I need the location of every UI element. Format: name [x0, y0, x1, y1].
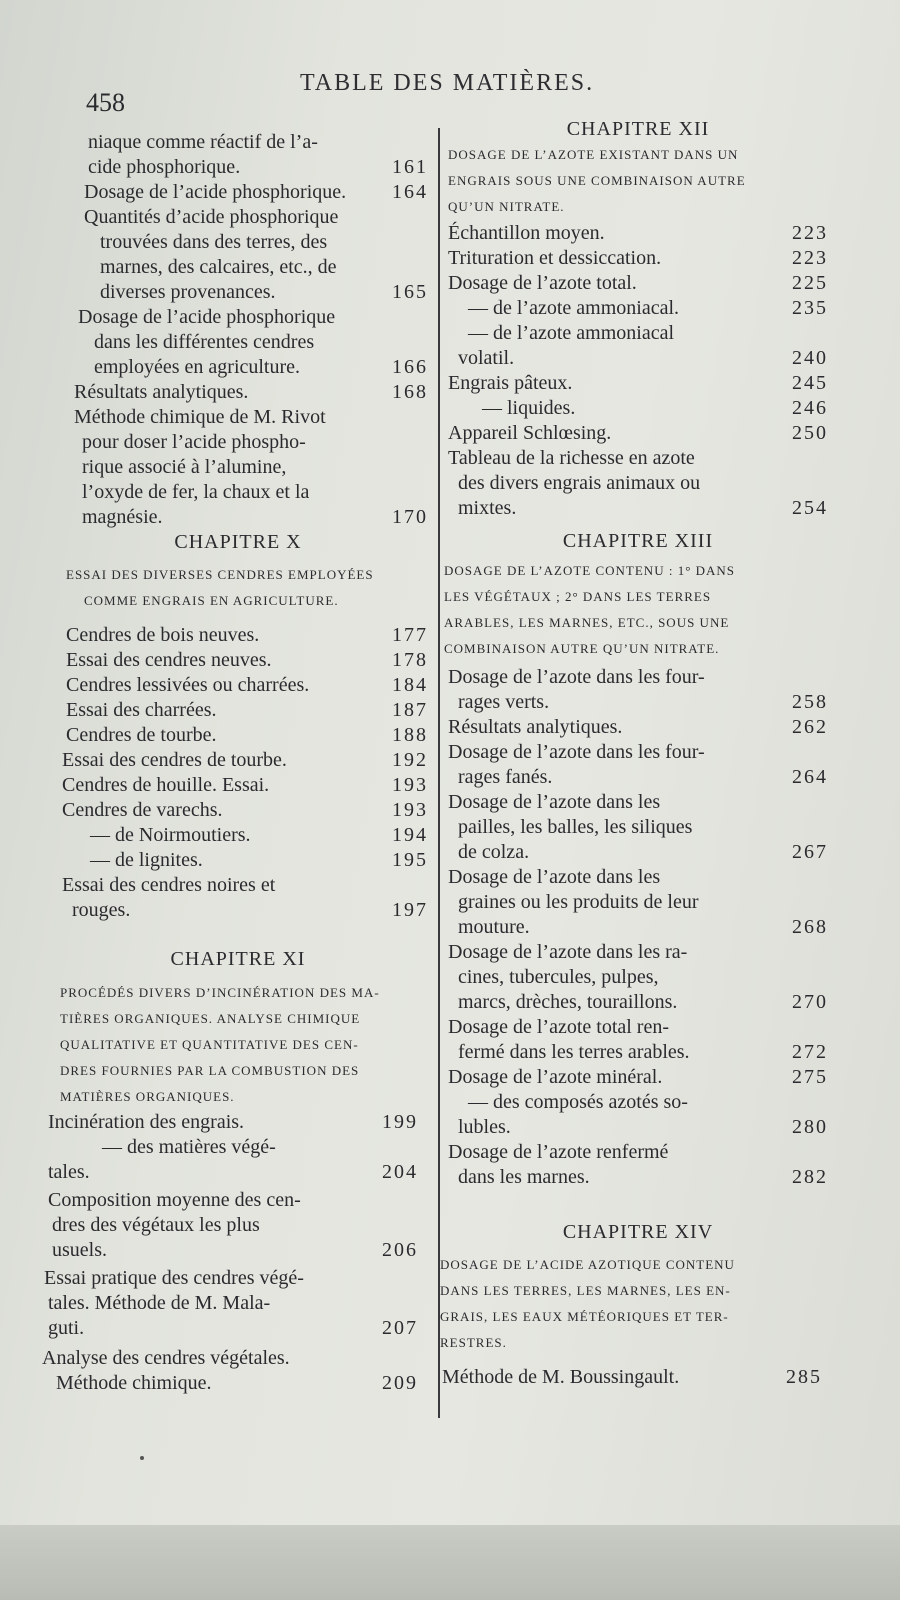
toc-entry: Dosage de l’azote dans les four- rages fanés. 264 [448, 741, 828, 788]
toc-entry: Cendres de bois neuves. 177 [66, 624, 428, 646]
page-ref: 184 [392, 674, 428, 696]
chapter-description: ESSAI DES DIVERSES CENDRES EMPLOYÉES COMME ENGRAIS EN AGRICULTURE. [66, 567, 374, 608]
toc-entry: Cendres de houille. Essai. 193 [62, 774, 428, 796]
toc-entry: Essai des charrées. 187 [66, 699, 428, 721]
toc-entry: niaque comme réactif de l’a- cide phosphorique. 161 [88, 131, 428, 178]
toc-entry: Essai des cendres neuves. 178 [66, 649, 428, 671]
page-number: 458 [86, 88, 125, 117]
page-ref: 188 [392, 724, 428, 746]
toc-entry: Dosage de l’azote dans les pailles, les balles, les siliques de colza. 267 [448, 791, 828, 863]
toc-entry: Dosage de l’azote dans les graines ou les produits de leur mouture. 268 [448, 866, 828, 938]
page-ref: 207 [382, 1317, 418, 1339]
page-ref: 223 [792, 247, 828, 269]
toc-entry: Résultats analytiques. 168 [74, 381, 428, 403]
page-ref: 270 [792, 991, 828, 1013]
toc-entry: — de lignites. 195 [90, 849, 428, 871]
toc-entry: Dosage de l’acide phosphorique. 164 [84, 181, 428, 203]
toc-entry: — des matières végé- tales. 204 [48, 1136, 418, 1183]
page-ref: 258 [792, 691, 828, 713]
page-ref: 168 [392, 381, 428, 403]
page-ref: 280 [792, 1116, 828, 1138]
page-ref: 164 [392, 181, 428, 203]
page-ref: 262 [792, 716, 828, 738]
page-ref: 250 [792, 422, 828, 444]
page-ref: 197 [392, 899, 428, 921]
toc-entry: — liquides. 246 [482, 397, 828, 419]
page-ref: 268 [792, 916, 828, 938]
page-ref: 240 [792, 347, 828, 369]
page-ref: 166 [392, 356, 428, 378]
page-ref: 206 [382, 1239, 418, 1261]
toc-entry: Incinération des engrais. 199 [48, 1111, 418, 1133]
page-ref: 246 [792, 397, 828, 419]
page-ref: 225 [792, 272, 828, 294]
toc-entry: Cendres de tourbe. 188 [66, 724, 428, 746]
page-ref: 177 [392, 624, 428, 646]
chapter-description: DOSAGE DE L’AZOTE CONTENU : 1° DANS LES VÉGÉTAUX ; 2° DANS LES TERRES ARABLES, LES MARNES, ETC., SOUS UNE COMBINAISON AUTRE QU’UN NITRATE. [444, 563, 736, 656]
page-ref: 267 [792, 841, 828, 863]
toc-entry: Cendres lessivées ou charrées. 184 [66, 674, 428, 696]
toc-entry: Essai des cendres de tourbe. 192 [62, 749, 428, 771]
toc-entry: — de Noirmoutiers. 194 [90, 824, 428, 846]
toc-entry: Cendres de varechs. 193 [62, 799, 428, 821]
toc-entry: Dosage de l’azote dans les four- rages verts. 258 [448, 666, 828, 713]
toc-entry: Échantillon moyen. 223 [448, 222, 828, 244]
chapter-title: CHAPITRE XII [566, 118, 710, 140]
toc-entry: Engrais pâteux. 245 [448, 372, 828, 394]
page-ref: 254 [792, 497, 828, 519]
toc-entry: — de l’azote ammoniacal volatil. 240 [458, 322, 828, 369]
toc-entry: Analyse des cendres végétales. Méthode chimique. 209 [42, 1347, 418, 1394]
page-bottom-edge [0, 1525, 900, 1600]
page-ref: 282 [792, 1166, 828, 1188]
page-ref: 193 [392, 774, 428, 796]
page-ref: 187 [392, 699, 428, 721]
page-ref: 192 [392, 749, 428, 771]
page-ref: 178 [392, 649, 428, 671]
page-ref: 223 [792, 222, 828, 244]
column-divider [438, 128, 440, 1418]
toc-entry: Dosage de l’azote dans les ra- cines, tubercules, pulpes, marcs, drèches, touraillons. 270 [448, 941, 828, 1013]
toc-entry: Trituration et dessiccation. 223 [448, 247, 828, 269]
page-ref: 170 [392, 506, 428, 528]
page-ref: 235 [792, 297, 828, 319]
toc-entry: Dosage de l’azote minéral. 275 [448, 1066, 828, 1088]
chapter-description: DOSAGE DE L’AZOTE EXISTANT DANS UN ENGRAIS SOUS UNE COMBINAISON AUTRE QU’UN NITRATE. [448, 147, 746, 214]
page-ref: 194 [392, 824, 428, 846]
chapter-description: DOSAGE DE L’ACIDE AZOTIQUE CONTENU DANS LES TERRES, LES MARNES, LES EN- GRAIS, LES EAUX MÉTÉORIQUES ET TER- RESTRES. [440, 1257, 735, 1350]
toc-entry: Composition moyenne des cen- dres des végétaux les plus usuels. 206 [48, 1189, 418, 1261]
toc-entry: Dosage de l’azote total ren- fermé dans les terres arables. 272 [448, 1016, 828, 1063]
toc-entry: Résultats analytiques. 262 [448, 716, 828, 738]
page-ref: 209 [382, 1372, 418, 1394]
toc-entry: Méthode chimique de M. Rivot pour doser l’acide phospho- rique associé à l’alumine, l’oxyde de fer, la chaux et la magnésie. 170 [74, 406, 428, 528]
page-ref: 264 [792, 766, 828, 788]
ink-speck [140, 1456, 144, 1460]
toc-entry: — de l’azote ammoniacal. 235 [468, 297, 828, 319]
toc-entry: Dosage de l’azote renfermé dans les marnes. 282 [448, 1141, 828, 1188]
toc-entry: — des composés azotés so- lubles. 280 [458, 1091, 828, 1138]
toc-entry: Essai des cendres noires et rouges. 197 [62, 874, 428, 921]
toc-entry: Quantités d’acide phosphorique trouvées dans des terres, des marnes, des calcaires, etc., de diverses provenances. 165 [84, 206, 428, 303]
chapter-description: PROCÉDÉS DIVERS D’INCINÉRATION DES MA- TIÈRES ORGANIQUES. ANALYSE CHIMIQUE QUALITATIVE ET QUANTITATIVE DES CEN- DRES FOURNIES PAR LA COMBUSTION DES MATIÈRES ORGANIQUES. [60, 985, 380, 1104]
page-ref: 195 [392, 849, 428, 871]
page-ref: 275 [792, 1066, 828, 1088]
toc-entry: Appareil Schlœsing. 250 [448, 422, 828, 444]
page-ref: 199 [382, 1111, 418, 1133]
running-head: TABLE DES MATIÈRES. [300, 70, 595, 96]
page-ref: 285 [786, 1366, 822, 1388]
page-ref: 272 [792, 1041, 828, 1063]
chapter-title: CHAPITRE XI [170, 948, 306, 970]
page-ref: 165 [392, 281, 428, 303]
page-ref: 204 [382, 1161, 418, 1183]
page-ref: 193 [392, 799, 428, 821]
toc-entry: Dosage de l’acide phosphorique dans les différentes cendres employées en agriculture. 166 [78, 306, 428, 378]
toc-entry: Tableau de la richesse en azote des divers engrais animaux ou mixtes. 254 [448, 447, 828, 519]
page-ref: 161 [392, 156, 428, 178]
chapter-title: CHAPITRE X [174, 531, 302, 553]
toc-entry: Méthode de M. Boussingault. 285 [442, 1366, 822, 1388]
chapter-title: CHAPITRE XIV [562, 1221, 714, 1243]
page-ref: 245 [792, 372, 828, 394]
chapter-title: CHAPITRE XIII [562, 530, 714, 552]
toc-entry: Essai pratique des cendres végé- tales. Méthode de M. Mala- guti. 207 [44, 1267, 418, 1339]
toc-entry: Dosage de l’azote total. 225 [448, 272, 828, 294]
